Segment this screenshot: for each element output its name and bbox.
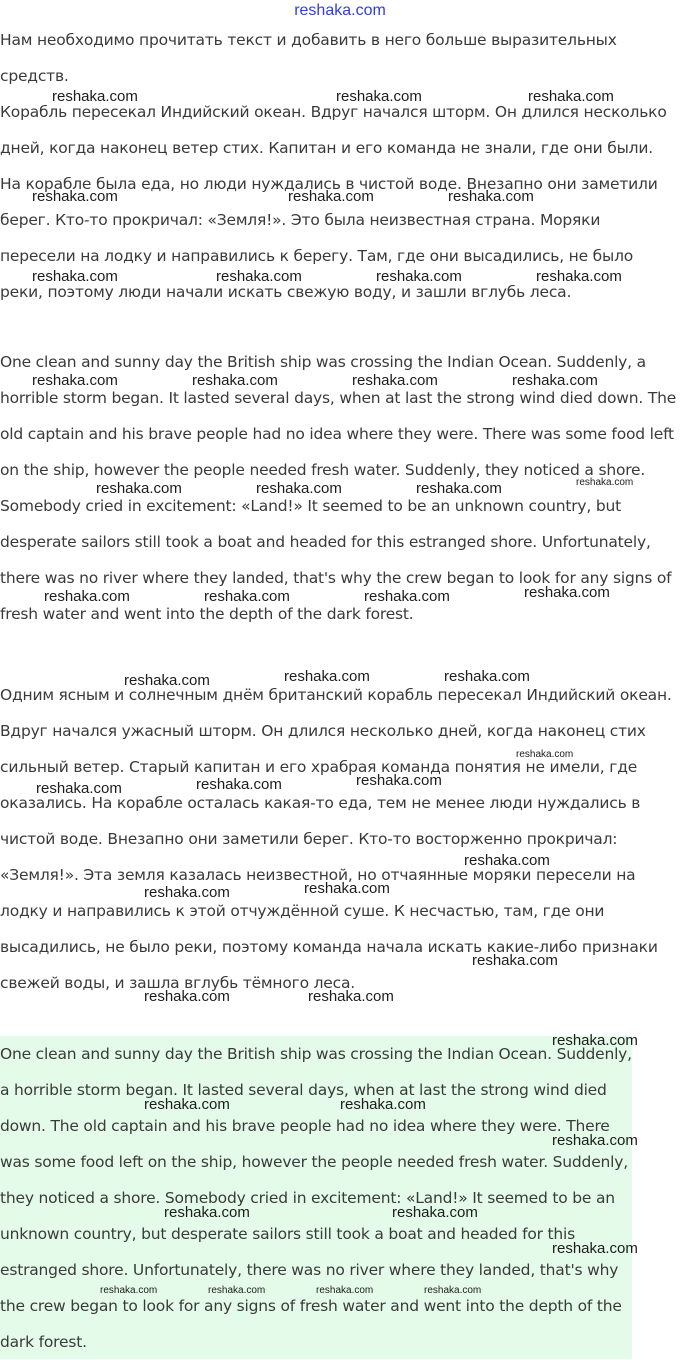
watermark: reshaka.com — [308, 988, 394, 1005]
watermark: reshaka.com — [216, 268, 302, 285]
watermark: reshaka.com — [284, 668, 370, 685]
watermark: reshaka.com — [52, 88, 138, 105]
watermark: reshaka.com — [256, 480, 342, 497]
watermark: reshaka.com — [448, 188, 534, 205]
original-russian-text: Корабль пересекал Индийский океан. Вдруг начался шторм. Он длился несколько дней, когда наконец ветер стих. Капитан и его команда не знали, где они были. На корабле была еда, но люди нуждались в чистой воде. Внезапно они заметили берег. Кто-то прокричал: «Земля!». Это была неизвестная страна. Моряки пересели на лодку и направились к берегу. Там, где они высадились, не было реки, поэтому люди начали искать свежую воду, и зашли вглубь леса. — [0, 103, 667, 301]
watermark: reshaka.com — [336, 88, 422, 105]
watermark: reshaka.com — [32, 188, 118, 205]
watermark: reshaka.com — [536, 268, 622, 285]
watermark: reshaka.com — [552, 1240, 638, 1257]
answer-english-paragraph: One clean and sunny day the British ship was crossing the Indian Ocean. Suddenly, a horrible storm began. It lasted several days, when at last the strong wind died down. The old captain and his brave people had no idea where they were. There was some food left on the ship, however the people needed fresh water. Suddenly, they noticed a shore. Somebody cried in excitement: «Land!» It seemed to be an unknown country, but desperate sailors still took a boat and headed for this estranged shore. Unfortunately, there was no river where they landed, that's why the crew began to look for any signs of fresh water and went into the depth of the dark forest. — [0, 1045, 632, 1351]
watermark: reshaka.com — [288, 188, 374, 205]
watermark: reshaka.com — [100, 1285, 158, 1296]
watermark: reshaka.com — [44, 588, 130, 605]
watermark: reshaka.com — [96, 480, 182, 497]
watermark: reshaka.com — [512, 372, 598, 389]
watermark: reshaka.com — [464, 852, 550, 869]
watermark: reshaka.com — [144, 884, 230, 901]
watermark: reshaka.com — [144, 1096, 230, 1113]
watermark: reshaka.com — [528, 88, 614, 105]
watermark: reshaka.com — [416, 480, 502, 497]
watermark: reshaka.com — [204, 588, 290, 605]
watermark: reshaka.com — [576, 477, 634, 488]
watermark: reshaka.com — [32, 268, 118, 285]
watermark: reshaka.com — [124, 672, 210, 689]
watermark: reshaka.com — [36, 780, 122, 797]
watermark: reshaka.com — [208, 1285, 266, 1296]
russian-translation-paragraph: Одним ясным и солнечным днём британский корабль пересекал Индийский океан. Вдруг начался ужасный шторм. Он длился несколько дней, когда наконец стих сильный ветер. Старый капитан и его храбрая команда понятия не имели, где оказались. На корабле осталась какая-то еда, тем не менее люди нуждались в чистой воде. Внезапно они заметили берег. Кто-то восторженно прокричал: «Земля!». Эта земля казалась неизвестной, но отчаянные моряки пересели на лодку и направились к этой отчуждённой суше. К несчастью, там, где они высадились, не было реки, поэтому команда начала искать какие-либо признаки свежей воды, и зашла вглубь тёмного леса. — [0, 686, 672, 992]
watermark: reshaka.com — [356, 772, 442, 789]
watermark: reshaka.com — [472, 952, 558, 969]
site-logo-link[interactable]: reshaka.com — [294, 2, 386, 19]
watermark: reshaka.com — [32, 372, 118, 389]
watermark: reshaka.com — [376, 268, 462, 285]
watermark: reshaka.com — [552, 1132, 638, 1149]
watermark: reshaka.com — [552, 1032, 638, 1049]
watermark: reshaka.com — [524, 584, 610, 601]
watermark: reshaka.com — [316, 1285, 374, 1296]
watermark: reshaka.com — [516, 749, 574, 760]
english-text-paragraph: One clean and sunny day the British ship was crossing the Indian Ocean. Suddenly, a horrible storm began. It lasted several days, when at last the strong wind died down. The old captain and his brave people had no idea where they were. There was some food left on the ship, however the people needed fresh water. Suddenly, they noticed a shore. Somebody cried in excitement: «Land!» It seemed to be an unknown country, but desperate sailors still took a boat and headed for this estranged shore. Unfortunately, there was no river where they landed, that's why the crew began to look for any signs of fresh water and went into the depth of the dark forest. — [0, 353, 677, 623]
watermark: reshaka.com — [444, 668, 530, 685]
task-paragraph: Нам необходимо прочитать текст и добавить в него больше выразительных средств. — [0, 31, 617, 85]
watermark: reshaka.com — [164, 1204, 250, 1221]
watermark: reshaka.com — [144, 988, 230, 1005]
watermark: reshaka.com — [392, 1204, 478, 1221]
watermark: reshaka.com — [304, 880, 390, 897]
watermark: reshaka.com — [192, 372, 278, 389]
watermark: reshaka.com — [424, 1285, 482, 1296]
watermark: reshaka.com — [352, 372, 438, 389]
watermark: reshaka.com — [340, 1096, 426, 1113]
watermark: reshaka.com — [364, 588, 450, 605]
watermark: reshaka.com — [196, 776, 282, 793]
